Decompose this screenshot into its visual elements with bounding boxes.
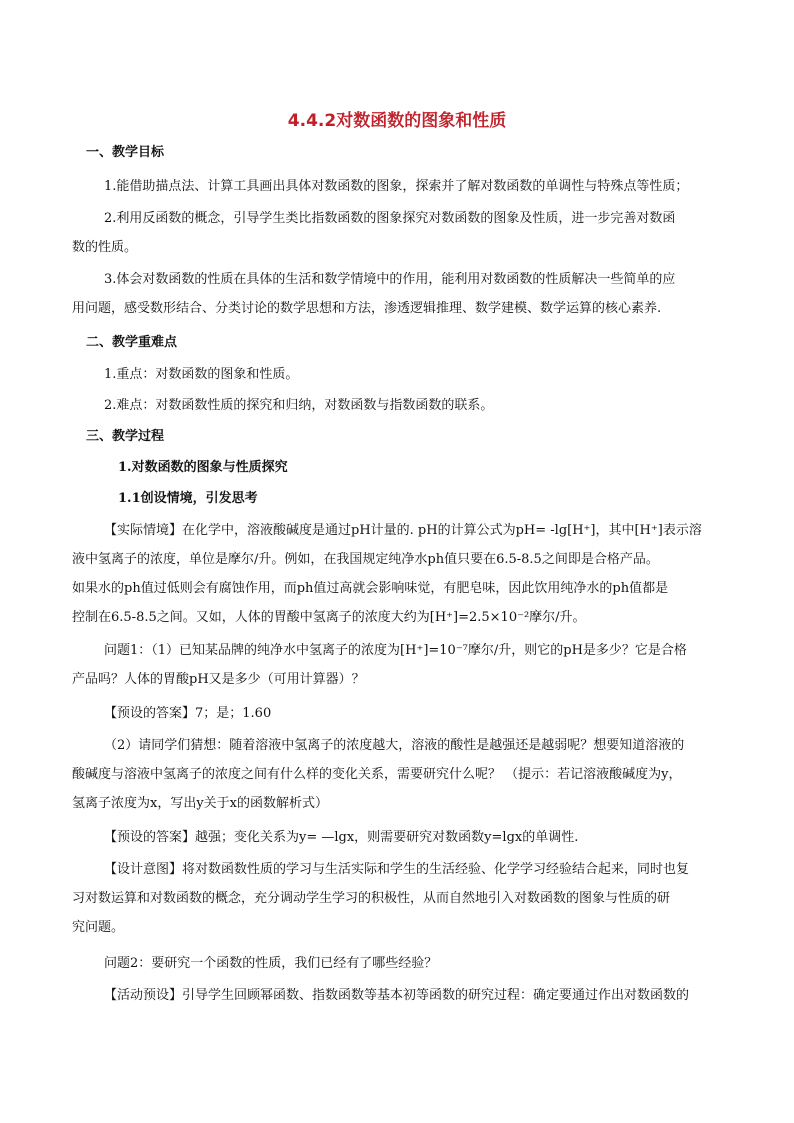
section-heading-key-points: 二、教学重难点 (86, 335, 178, 350)
question-line: 问题2：要研究一个函数的性质，我们已经有了哪些经验？ (104, 956, 438, 971)
paragraph-line: 液中氢离子的浓度，单位是摩尔/升。例如，在我国规定纯净水ph值只要在6.5-8.5之间即是合格产品。 (72, 552, 659, 567)
section-heading-objectives: 一、教学目标 (86, 145, 165, 160)
paragraph-line: 2.利用反函数的概念，引导学生类比指数函数的图象探究对数函数的图象及性质，进一步完善对数函 (104, 211, 676, 226)
paragraph-line: 1.能借助描点法、计算工具画出具体对数函数的图象，探索并了解对数函数的单调性与特殊点等性质； (104, 179, 689, 194)
answer-line: 【预设的答案】7；是；1.60 (104, 706, 272, 721)
paragraph-line: 【设计意图】将对数函数性质的学习与生活实际和学生的生活经验、化学学习经验结合起来，同时也复 (104, 862, 690, 877)
subsection-heading: 1.对数函数的图象与性质探究 (118, 460, 288, 475)
section-heading-process: 三、教学过程 (86, 429, 165, 444)
paragraph-line: 【实际情境】在化学中，溶液酸碱度是通过pH计量的. pH的计算公式为pH= -lg[H⁺]，其中[H⁺]表示溶 (104, 523, 702, 538)
subsection-heading: 1.1创设情境，引发思考 (118, 491, 258, 506)
paragraph-line: 用问题，感受数形结合、分类讨论的数学思想和方法，渗透逻辑推理、数学建模、数学运算的核心素养. (72, 301, 662, 316)
page-title: 4.4.2对数函数的图象和性质 (287, 111, 507, 131)
paragraph-line: 习对数运算和对数函数的概念，充分调动学生学习的积极性，从而自然地引入对数函数的图象与性质的研 (72, 891, 671, 906)
paragraph-line: 酸碱度与溶液中氢离子的浓度之间有什么样的变化关系，需要研究什么呢？ （提示：若记溶液酸碱度为y， (72, 767, 682, 782)
paragraph-line: 数的性质。 (72, 240, 138, 255)
paragraph-line: 氢离子浓度为x，写出y关于x的函数解析式） (72, 796, 329, 811)
question-line: 问题1：（1）已知某品牌的纯净水中氢离子的浓度为[H⁺]=10⁻⁷摩尔/升，则它的pH是多少？它是合格 (104, 643, 687, 658)
paragraph-line: 1.重点：对数函数的图象和性质。 (104, 367, 299, 382)
paragraph-line: （2）请同学们猜想：随着溶液中氢离子的浓度越大，溶液的酸性是越强还是越弱呢？想要知道溶液的 (104, 738, 685, 753)
paragraph-line: 究问题。 (72, 920, 125, 935)
paragraph-line: 2.难点：对数函数性质的探究和归纳，对数函数与指数函数的联系。 (104, 398, 494, 413)
paragraph-line: 产品吗？人体的胃酸pH又是多少（可用计算器）？ (72, 672, 365, 687)
answer-line: 【预设的答案】越强；变化关系为y= —lgx，则需要研究对数函数y=lgx的单调性. (104, 830, 579, 845)
paragraph-line: 控制在6.5-8.5之间。又如，人体的胃酸中氢离子的浓度大约为[H⁺]=2.5×10⁻²摩尔/升。 (72, 610, 586, 625)
paragraph-line: 【活动预设】引导学生回顾幂函数、指数函数等基本初等函数的研究过程：确定要通过作出对数函数的 (104, 988, 690, 1003)
paragraph-line: 如果水的ph值过低则会有腐蚀作用，而ph值过高就会影响味觉，有肥皂味，因此饮用纯净水的ph值都是 (72, 581, 669, 596)
paragraph-line: 3.体会对数函数的性质在具体的生活和数学情境中的作用，能利用对数函数的性质解决一些简单的应 (104, 272, 676, 287)
